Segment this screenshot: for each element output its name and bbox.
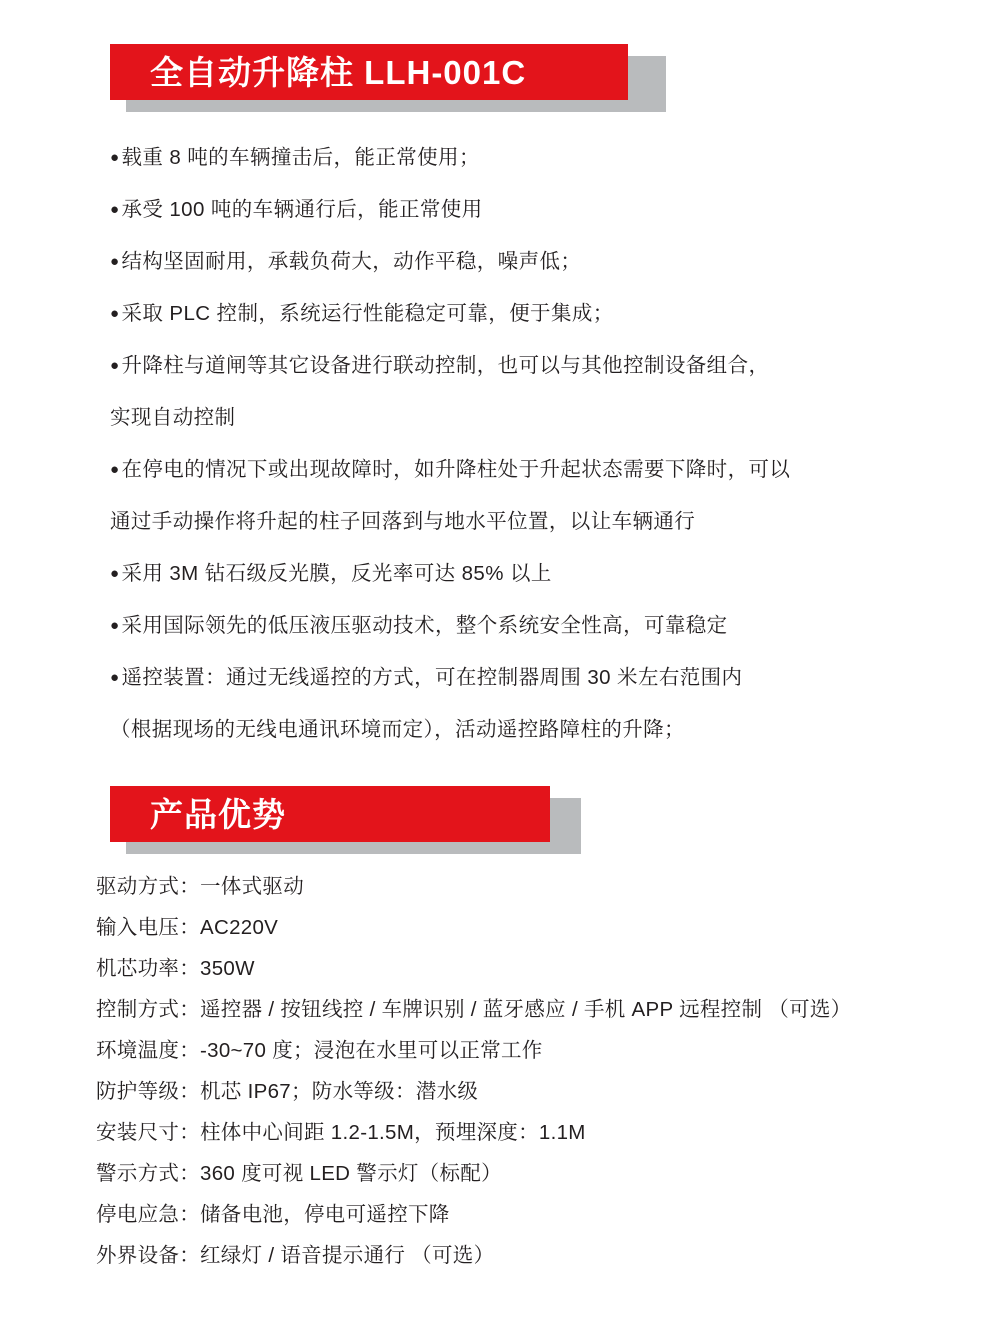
bullet-icon: ●	[110, 201, 120, 218]
feature-text: 升降柱与道闸等其它设备进行联动控制，也可以与其他控制设备组合，	[121, 354, 770, 377]
section-title-product-model: 全自动升降柱 LLH-001C	[150, 53, 527, 91]
spec-label: 停电应急：	[96, 1203, 200, 1226]
spec-value: 360 度可视 LED 警示灯（标配）	[200, 1162, 502, 1185]
feature-text: 实现自动控制	[110, 406, 236, 429]
feature-item	[110, 184, 900, 236]
spec-value: 一体式驱动	[200, 875, 304, 898]
spec-label: 防护等级：	[96, 1080, 200, 1103]
feature-item	[110, 340, 900, 392]
bullet-icon: ●	[110, 305, 120, 322]
spec-value: 储备电池，停电可遥控下降	[200, 1203, 450, 1226]
spec-value: AC220V	[200, 916, 279, 939]
feature-text: 采用 3M 钻石级反光膜，反光率可达 85% 以上	[121, 562, 552, 585]
spec-row	[96, 1153, 956, 1194]
feature-text: 载重 8 吨的车辆撞击后，能正常使用；	[121, 146, 480, 169]
feature-text: 在停电的情况下或出现故障时，如升降柱处于升起状态需要下降时，可以	[121, 458, 791, 481]
feature-item-continuation	[110, 496, 900, 548]
spec-value: -30~70 度；浸泡在水里可以正常工作	[200, 1039, 543, 1062]
spec-label: 驱动方式：	[96, 875, 200, 898]
spec-row	[96, 907, 956, 948]
spec-value: 350W	[200, 957, 255, 980]
spec-row	[96, 1194, 956, 1235]
feature-text: 遥控装置：通过无线遥控的方式，可在控制器周围 30 米左右范围内	[121, 666, 743, 689]
feature-text: （根据现场的无线电通讯环境而定），活动遥控路障柱的升降；	[110, 718, 685, 741]
spec-row	[96, 1112, 956, 1153]
feature-text: 承受 100 吨的车辆通行后，能正常使用	[121, 198, 483, 221]
feature-item	[110, 548, 900, 600]
feature-item	[110, 600, 900, 652]
spec-row	[96, 948, 956, 989]
feature-list	[110, 132, 900, 756]
bullet-icon: ●	[110, 461, 120, 478]
feature-item	[110, 288, 900, 340]
spec-row	[96, 989, 956, 1030]
bullet-icon: ●	[110, 565, 120, 582]
feature-text: 采取 PLC 控制，系统运行性能稳定可靠，便于集成；	[121, 302, 614, 325]
feature-text: 结构坚固耐用，承载负荷大，动作平稳，噪声低；	[121, 250, 582, 273]
spec-value: 机芯 IP67；防水等级：潜水级	[200, 1080, 479, 1103]
feature-item	[110, 236, 900, 288]
spec-value: 红绿灯 / 语音提示通行 （可选）	[200, 1244, 495, 1267]
section-banner-product-model	[110, 44, 628, 100]
spec-label: 机芯功率：	[96, 957, 200, 980]
spec-row	[96, 1030, 956, 1071]
spec-label: 输入电压：	[96, 916, 200, 939]
spec-list	[96, 866, 956, 1276]
feature-item	[110, 444, 900, 496]
section-banner-product-advantages	[110, 786, 550, 842]
spec-label: 环境温度：	[96, 1039, 200, 1062]
spec-label: 控制方式：	[96, 998, 200, 1021]
feature-item	[110, 652, 900, 704]
bullet-icon: ●	[110, 149, 120, 166]
feature-item-continuation	[110, 704, 900, 756]
spec-row	[96, 1071, 956, 1112]
spec-value: 遥控器 / 按钮线控 / 车牌识别 / 蓝牙感应 / 手机 APP 远程控制 （可选）	[200, 998, 852, 1021]
bullet-icon: ●	[110, 253, 120, 270]
feature-text: 通过手动操作将升起的柱子回落到与地水平位置，以让车辆通行	[110, 510, 696, 533]
spec-value: 柱体中心间距 1.2-1.5M，预埋深度：1.1M	[200, 1121, 586, 1144]
bullet-icon: ●	[110, 669, 120, 686]
spec-row	[96, 1235, 956, 1276]
feature-text: 采用国际领先的低压液压驱动技术，整个系统安全性高，可靠稳定	[121, 614, 728, 637]
spec-row	[96, 866, 956, 907]
bullet-icon: ●	[110, 617, 120, 634]
section-title-product-advantages: 产品优势	[150, 795, 286, 833]
feature-item	[110, 132, 900, 184]
spec-label: 警示方式：	[96, 1162, 200, 1185]
feature-item-continuation	[110, 392, 900, 444]
spec-label: 安装尺寸：	[96, 1121, 200, 1144]
bullet-icon: ●	[110, 357, 120, 374]
spec-label: 外界设备：	[96, 1244, 200, 1267]
